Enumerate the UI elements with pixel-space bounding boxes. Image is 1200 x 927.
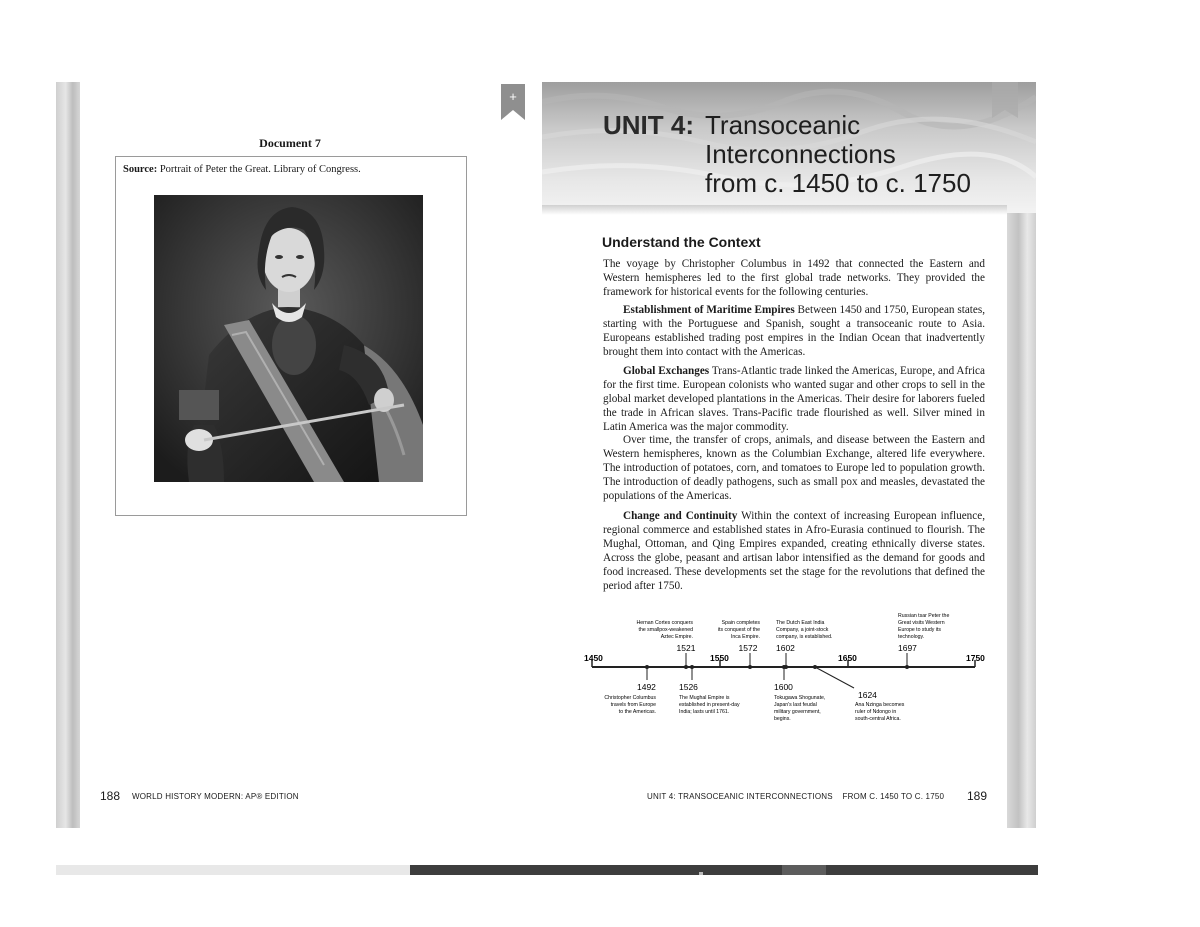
add-bookmark-button[interactable] (501, 84, 525, 120)
event-text: Aztec Empire. (660, 634, 693, 640)
event-text: its conquest of the (717, 627, 760, 633)
event-text: Europe to study its (898, 627, 941, 633)
event-year: 1526 (679, 682, 698, 692)
paragraph (603, 257, 985, 299)
axis-label: 1650 (838, 653, 857, 663)
unit-label: UNIT 4: (603, 110, 694, 140)
paragraph-text: Between 1450 and 1750, European states, starting with the Portuguese and Spanish, sought a transoceanic route to Asia. Europeans established trading post empires in the Indian Ocean that inadvertently brought them into contact with the Americas. (603, 304, 986, 358)
event-text: The Dutch East India (776, 620, 825, 626)
event-text: Inca Empire. (730, 634, 760, 640)
event-text: south-central Africa. (855, 716, 901, 722)
event-year: 1624 (858, 690, 877, 700)
event-text: established in present-day (679, 702, 740, 708)
timeline-event (813, 665, 905, 722)
paragraph (603, 509, 985, 593)
paragraph-lead: Establishment of Maritime Empires (623, 304, 795, 316)
event-text: the smallpox-weakened (638, 627, 693, 633)
banner-shadow (542, 205, 1007, 215)
document-title: Document 7 (259, 136, 321, 150)
axis-label: 1750 (966, 653, 985, 663)
paragraph-text: Within the context of increasing European influence, regional commerce and established states in Afro-Eurasia continued to flourish. The Mughal, Ottoman, and Qing Empires expanded, creating ethnically diverse states. Across the globe, peasant and artisan labor intensified as the demand for goods and food increased. These developments set the stage for the revolutions that defined the period after 1750. (603, 510, 985, 592)
event-text: Russian tsar Peter the (898, 613, 950, 619)
event-text: to the Americas. (618, 709, 656, 715)
event-year: 1521 (676, 643, 696, 653)
timeline-event (898, 613, 949, 669)
event-year: 1492 (637, 682, 656, 692)
timeline-event (636, 620, 695, 669)
page-scrubber-fill[interactable] (410, 865, 1038, 875)
running-head-left: WORLD HISTORY MODERN: AP® EDITION (132, 792, 299, 801)
bookmark-plus: + (509, 89, 517, 104)
event-year: 1602 (776, 643, 795, 653)
paragraph-text: Over time, the transfer of crops, animals, and disease between the Eastern and Western hemispheres, known as the Columbian Exchange, altered life everywhere. The introduction of potatoes, corn, and tomatoes to Europe led to population growth. The introduction of deadly pathogens, such as small pox and measles, devastated the populations of the Americas. (603, 434, 985, 502)
section-heading: Understand the Context (602, 234, 761, 250)
event-text: Christopher Columbus (604, 695, 656, 701)
source-text: Portrait of Peter the Great. Library of Congress. (159, 164, 361, 175)
event-text: The Mughal Empire is (679, 695, 730, 701)
unit-title-line: Transoceanic (705, 110, 861, 140)
unit-title-line: Interconnections (705, 139, 896, 169)
event-text: Tokugawa Shogunate, (774, 695, 826, 701)
unit-title-line: from c. 1450 to c. 1750 (705, 168, 971, 198)
timeline-event (776, 620, 832, 669)
event-year: 1697 (898, 643, 917, 653)
event-text: Japan's last feudal (774, 702, 817, 708)
paragraph-lead: Global Exchanges (623, 365, 710, 377)
axis-label: 1550 (710, 653, 729, 663)
event-text: technology. (898, 634, 925, 640)
event-text: India; lasts until 1761. (679, 709, 730, 715)
event-text: Ana Nzinga becomes (855, 702, 905, 708)
paragraph-lead: Change and Continuity (623, 510, 738, 522)
page-number-left: 188 (100, 789, 121, 803)
page-scrubber-current[interactable] (782, 865, 826, 875)
bookmark-icon (501, 84, 525, 120)
paragraph-text: Trans-Atlantic trade linked the Americas, Europe, and Africa for the first time. European colonists who wanted sugar and other crops to sell in the global market developed plantations in the Americas. Their desire for laborers fueled the trade in African slaves. Trans-Pacific trade flourished as well. Silver mined in Latin America was the major commodity. (603, 365, 985, 433)
event-text: Company, a joint-stock (776, 627, 829, 633)
axis-label: 1450 (584, 653, 603, 663)
event-year: 1600 (774, 682, 793, 692)
event-text: travels from Europe (610, 702, 656, 708)
paragraph-text: The voyage by Christopher Columbus in 1492 that connected the Eastern and Western hemispheres led to the first global trade networks. They provided the framework for historical events for the following centuries. (603, 258, 985, 298)
document-source (123, 164, 463, 175)
event-text: Spain completes (721, 620, 760, 626)
event-text: military government, (774, 709, 821, 715)
paragraph (603, 303, 985, 359)
event-text: ruler of Ndongo in (855, 709, 897, 715)
portrait-image (154, 195, 423, 482)
paragraph (603, 433, 985, 503)
source-label: Source: (123, 164, 158, 175)
timeline-event (774, 665, 825, 722)
event-text: Hernan Cortes conquers (636, 620, 693, 626)
paragraph (603, 364, 985, 434)
running-head-right: UNIT 4: TRANSOCEANIC INTERCONNECTIONS FROM C. 1450 TO C. 1750 (647, 792, 945, 801)
timeline-event (604, 665, 656, 715)
right-page-edge (1007, 212, 1036, 828)
event-text: begins. (774, 716, 791, 722)
event-text: company, is established. (776, 634, 833, 640)
portrait-illustration (154, 195, 423, 482)
timeline (580, 610, 990, 740)
left-page-edge (56, 82, 80, 828)
page-scrubber-handle[interactable] (699, 872, 703, 875)
event-year: 1572 (738, 643, 758, 653)
event-text: Great visits Western (898, 620, 945, 626)
timeline-event (679, 665, 740, 715)
page-number-right: 189 (967, 789, 988, 803)
